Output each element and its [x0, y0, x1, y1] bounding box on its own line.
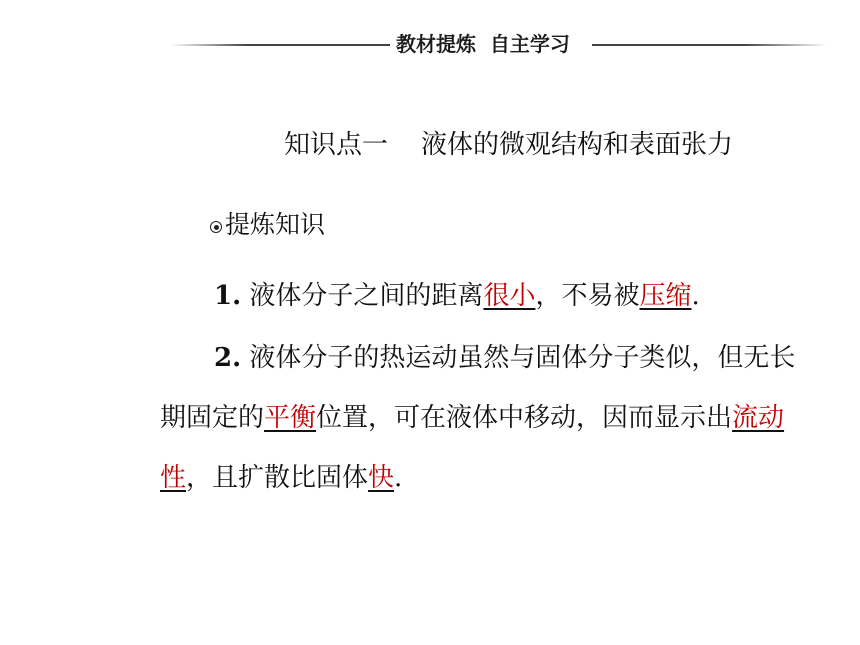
section-title: 知识点一 液体的微观结构和表面张力 [284, 130, 734, 160]
item-2-line-1 [214, 328, 795, 388]
bullet-icon [210, 221, 222, 233]
item-1 [214, 266, 700, 326]
item-1-text-2: ，不易被 [535, 281, 640, 311]
header-rule-left [170, 44, 390, 46]
subheading [210, 205, 325, 241]
header-rule-right [592, 44, 827, 46]
item-2-line-2 [160, 388, 784, 448]
item-2-answer-2b: 性 [160, 463, 187, 493]
item-1-answer-1: 很小 [483, 281, 536, 311]
item-2-answer-3: 快 [368, 463, 395, 493]
item-1-number: 1. [214, 281, 242, 311]
item-2-number: 2. [214, 343, 242, 373]
subheading-label: 提炼知识 [225, 210, 326, 239]
item-1-answer-2: 压缩 [639, 281, 692, 311]
item-2-answer-2a: 流动 [732, 403, 785, 433]
header-bar [0, 22, 860, 62]
item-2-text-4: ，且扩散比固体 [186, 463, 369, 493]
item-2-line-3 [160, 448, 402, 508]
item-2-text-2: 期固定的 [160, 403, 265, 433]
item-2-text-3: 位置，可在液体中移动，因而显示出 [316, 403, 733, 433]
item-1-end: . [691, 281, 700, 311]
item-2-text-1: 液体分子的热运动虽然与固体分子类似，但无长 [249, 343, 796, 373]
header-title: 教材提炼 自主学习 [396, 32, 570, 56]
item-2-end: . [394, 463, 403, 493]
item-1-text: 液体分子之间的距离 [249, 281, 484, 311]
item-2-answer-1: 平衡 [264, 403, 317, 433]
